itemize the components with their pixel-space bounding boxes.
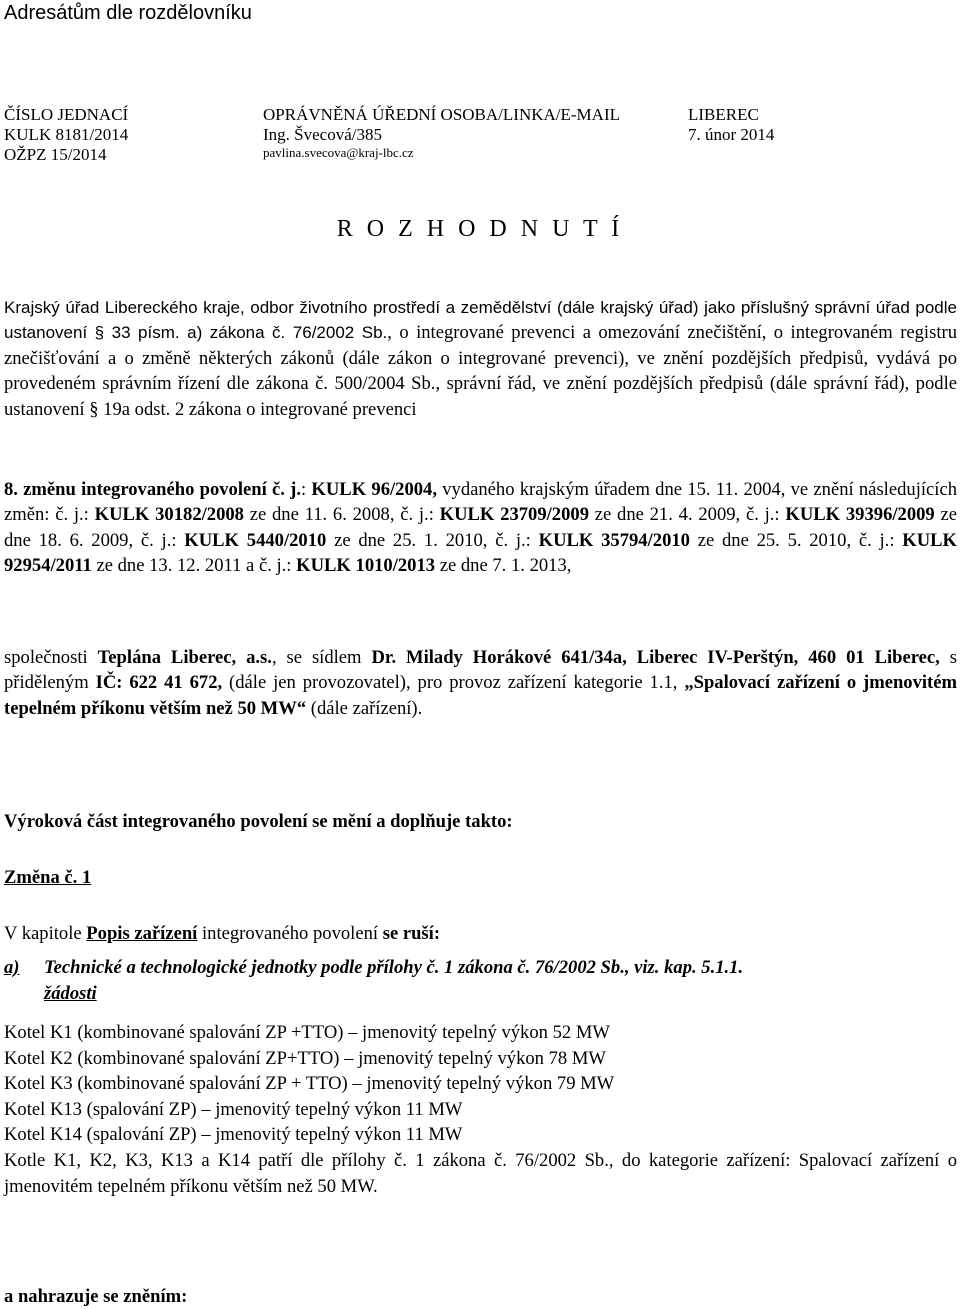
officer-label: OPRÁVNĚNÁ ÚŘEDNÍ OSOBA/LINKA/E-MAIL xyxy=(263,105,620,124)
reference-label: ČÍSLO JEDNACÍ xyxy=(4,105,129,124)
company-address: Dr. Milady Horákové 641/34a, Liberec IV-Perštýn, 460 01 Liberec, xyxy=(371,646,940,668)
company-id: IČ: 622 41 672, xyxy=(95,672,223,694)
item-a-text-2: žádosti xyxy=(44,982,97,1004)
list-item: Kotel K13 (spalování ZP) – jmenovitý tepelný výkon 11 MW xyxy=(4,1098,463,1120)
reference-column xyxy=(4,105,128,165)
change-ref-3: KULK 39396/2009 xyxy=(785,504,935,526)
intro-text-c: , správní řád, ve znění pozdějších předpisů (dále správní řád), podle ustanovení § 19a odst. 2 zákona o integrované prevenci xyxy=(4,373,957,420)
officer-email[interactable]: pavlina.svecova@kraj-lbc.cz xyxy=(263,145,414,160)
change-ref-5: KULK 35794/2010 xyxy=(538,529,690,551)
permit-reference: KULK 96/2004, xyxy=(311,478,437,500)
item-a xyxy=(4,955,957,1006)
officer-name: Ing. Švecová/385 xyxy=(263,125,382,144)
change-number: 8. změnu integrovaného povolení č. j. xyxy=(4,478,301,500)
company-paragraph: společnosti Teplána Liberec, a.s., se sídlem Dr. Milady Horákové 641/34a, Liberec IV-Perštýn, 460 01 Liberec, s přiděleným IČ: 622 41 672, (dále jen provozovatel), pro provoz zařízení kategorie 1.1, „Spalovací zařízení o jmenovitém tepelném příkonu větším než 50 MW“ (dále zařízení). xyxy=(4,646,958,719)
list-item: Kotel K14 (spalování ZP) – jmenovitý tepelný výkon 11 MW xyxy=(4,1124,463,1146)
place-label: LIBEREC xyxy=(688,105,759,124)
permit-paragraph: 8. změnu integrovaného povolení č. j.: KULK 96/2004, vydaného krajským úřadem dne 15. 11. 2004, ve znění následujících změn: č. j.: KULK 30182/2008 ze dne 11. 6. 2008, č. j.: KULK 23709/2009 ze dne 21. 4. 2009, č. j.: KULK 39396/2009 ze dne 18. 6. 2009, č. j.: KULK 5440/2010 ze dne 25. 1. 2010, č. j.: KULK 35794/2010 ze dne 25. 5. 2010, č. j.: KULK 92954/2011 ze dne 13. 12. 2011 a č. j.: KULK 1010/2013 ze dne 7. 1. 2013, xyxy=(4,478,958,577)
intro-text-a: Krajský úřad Libereckého kraje, odbor životního prostředí a zemědělství (dále krajský úřad) jako příslušný správní úřad podle ustanovení § 33 písm. a) zákona č. 76/2002 Sb. xyxy=(4,297,957,343)
change-ref-2: KULK 23709/2009 xyxy=(439,504,589,526)
officer-column xyxy=(263,105,620,161)
decision-title: R O Z H O D N U T Í xyxy=(336,216,624,242)
intro-text-b: , o integrované prevenci a omezování znečištění, o integrovaném registru znečišťování a o změně některých zákonů (dále zákon o integrované prevenci), ve znění pozdějších předpisů, vydává po provedeném správním řízení dle zákona č. 500/2004 Sb. xyxy=(4,322,957,395)
reference-number-2: OŽPZ 15/2014 xyxy=(4,145,107,164)
list-item: Kotel K1 (kombinované spalování ZP +TTO) – jmenovitý tepelný výkon 52 MW xyxy=(4,1022,610,1043)
chapter-name: Popis zařízení xyxy=(86,922,198,944)
company-name: Teplána Liberec, a.s. xyxy=(97,646,272,668)
chapter-paragraph: V kapitole Popis zařízení integrovaného povolení se ruší: xyxy=(4,922,441,944)
list-item: Kotel K2 (kombinované spalování ZP+TTO) – jmenovitý tepelný výkon 78 MW xyxy=(4,1047,606,1069)
replace-heading: a nahrazuje se zněním: xyxy=(4,1285,188,1307)
change-heading: Změna č. 1 xyxy=(4,866,92,888)
change-ref-7: KULK 1010/2013 xyxy=(296,555,436,577)
item-a-text: Technické a technologické jednotky podle přílohy č. 1 zákona č. 76/2002 Sb., viz. kap. 5.1.1. xyxy=(44,957,744,978)
intro-paragraph xyxy=(4,295,957,423)
boiler-list xyxy=(4,1020,957,1199)
chapter-action: se ruší: xyxy=(382,922,441,944)
change-ref-4: KULK 5440/2010 xyxy=(184,529,327,551)
item-a-marker: a) xyxy=(4,957,20,978)
place-date-column xyxy=(688,105,774,145)
reference-number-1: KULK 8181/2014 xyxy=(4,125,129,144)
list-item: Kotel K3 (kombinované spalování ZP + TTO) – jmenovitý tepelný výkon 79 MW xyxy=(4,1073,615,1095)
change-ref-1: KULK 30182/2008 xyxy=(94,504,244,526)
verdict-heading: Výroková část integrovaného povolení se mění a doplňuje takto: xyxy=(4,810,513,832)
document-date: 7. únor 2014 xyxy=(688,125,775,144)
addressee-line: Adresátům dle rozdělovníku xyxy=(4,2,252,24)
list-item: Kotle K1, K2, K3, K13 a K14 patří dle přílohy č. 1 zákona č. 76/2002 Sb., do kategorie zařízení: Spalovací zařízení o jmenovitém tepelném příkonu větším než 50 MW. xyxy=(4,1149,957,1197)
change-ref-6: KULK 92954/2011 xyxy=(4,529,958,577)
facility-name: „Spalovací zařízení o jmenovitém tepelném příkonu větším než 50 MW“ xyxy=(4,672,957,719)
